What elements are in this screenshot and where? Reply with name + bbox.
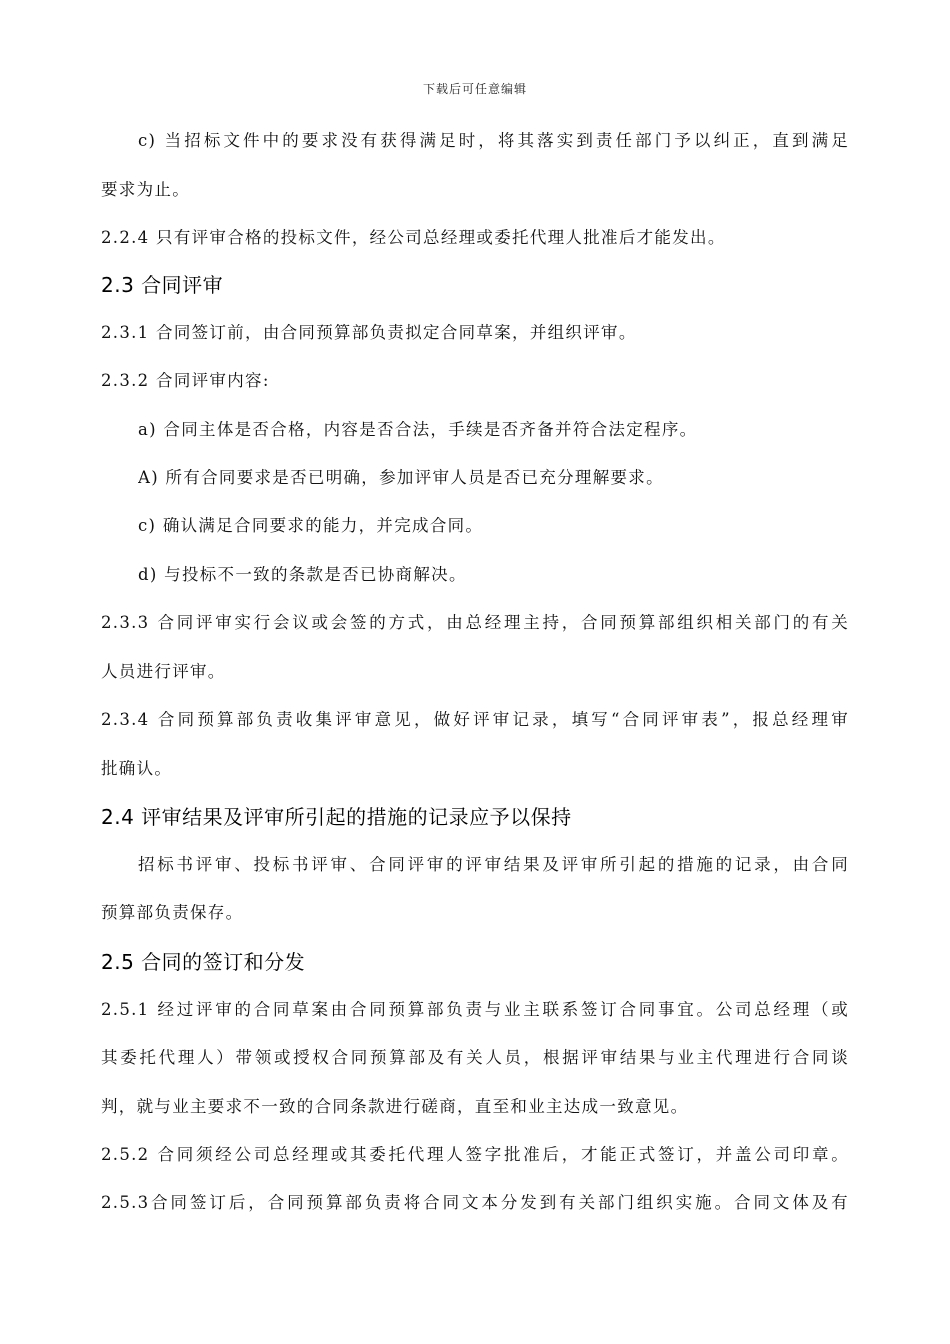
- paragraph-line: 2.3.2 合同评审内容:: [101, 371, 270, 390]
- paragraph-line: 2.5.3合同签订后，合同预算部负责将合同文本分发到有关部门组织实施。合同文体及有: [101, 1193, 849, 1212]
- paragraph-line: 其委托代理人）带领或授权合同预算部及有关人员，根据评审结果与业主代理进行合同谈: [101, 1048, 849, 1067]
- list-item: a) 合同主体是否合格，内容是否合法，手续是否齐备并符合法定程序。: [138, 420, 698, 439]
- list-item: A) 所有合同要求是否已明确，参加评审人员是否已充分理解要求。: [138, 468, 664, 487]
- list-item: d) 与投标不一致的条款是否已协商解决。: [138, 565, 467, 584]
- paragraph-line: 要求为止。: [101, 180, 190, 199]
- paragraph-line: 招标书评审、投标书评审、合同评审的评审结果及评审所引起的措施的记录，由合同: [138, 855, 849, 874]
- list-item: c) 确认满足合同要求的能力，并完成合同。: [138, 516, 484, 535]
- paragraph-line: 人员进行评审。: [101, 662, 226, 681]
- paragraph-line: 2.5.2 合同须经公司总经理或其委托代理人签字批准后，才能正式签订，并盖公司印章。: [101, 1145, 849, 1164]
- section-heading: 2.3 合同评审: [101, 273, 224, 297]
- paragraph-line: 判，就与业主要求不一致的合同条款进行磋商，直至和业主达成一致意见。: [101, 1097, 689, 1116]
- paragraph-line: 2.3.3 合同评审实行会议或会签的方式，由总经理主持，合同预算部组织相关部门的有关: [101, 613, 849, 632]
- section-heading: 2.4 评审结果及评审所引起的措施的记录应予以保持: [101, 805, 572, 829]
- section-heading: 2.5 合同的签订和分发: [101, 950, 306, 974]
- paragraph-line: 2.5.1 经过评审的合同草案由合同预算部负责与业主联系签订合同事宜。公司总经理（或: [101, 1000, 849, 1019]
- paragraph-line: c) 当招标文件中的要求没有获得满足时，将其落实到责任部门予以纠正，直到满足: [138, 131, 849, 150]
- paragraph-line: 预算部负责保存。: [101, 903, 244, 922]
- paragraph-line: 2.3.1 合同签订前，由合同预算部负责拟定合同草案，并组织评审。: [101, 323, 637, 342]
- paragraph-line: 2.2.4 只有评审合格的投标文件，经公司总经理或委托代理人批准后才能发出。: [101, 228, 726, 247]
- page-header: 下载后可任意编辑: [422, 82, 527, 96]
- paragraph-line: 2.3.4 合同预算部负责收集评审意见，做好评审记录，填写“合同评审表”，报总经理审: [101, 710, 849, 729]
- paragraph-line: 批确认。: [101, 759, 173, 778]
